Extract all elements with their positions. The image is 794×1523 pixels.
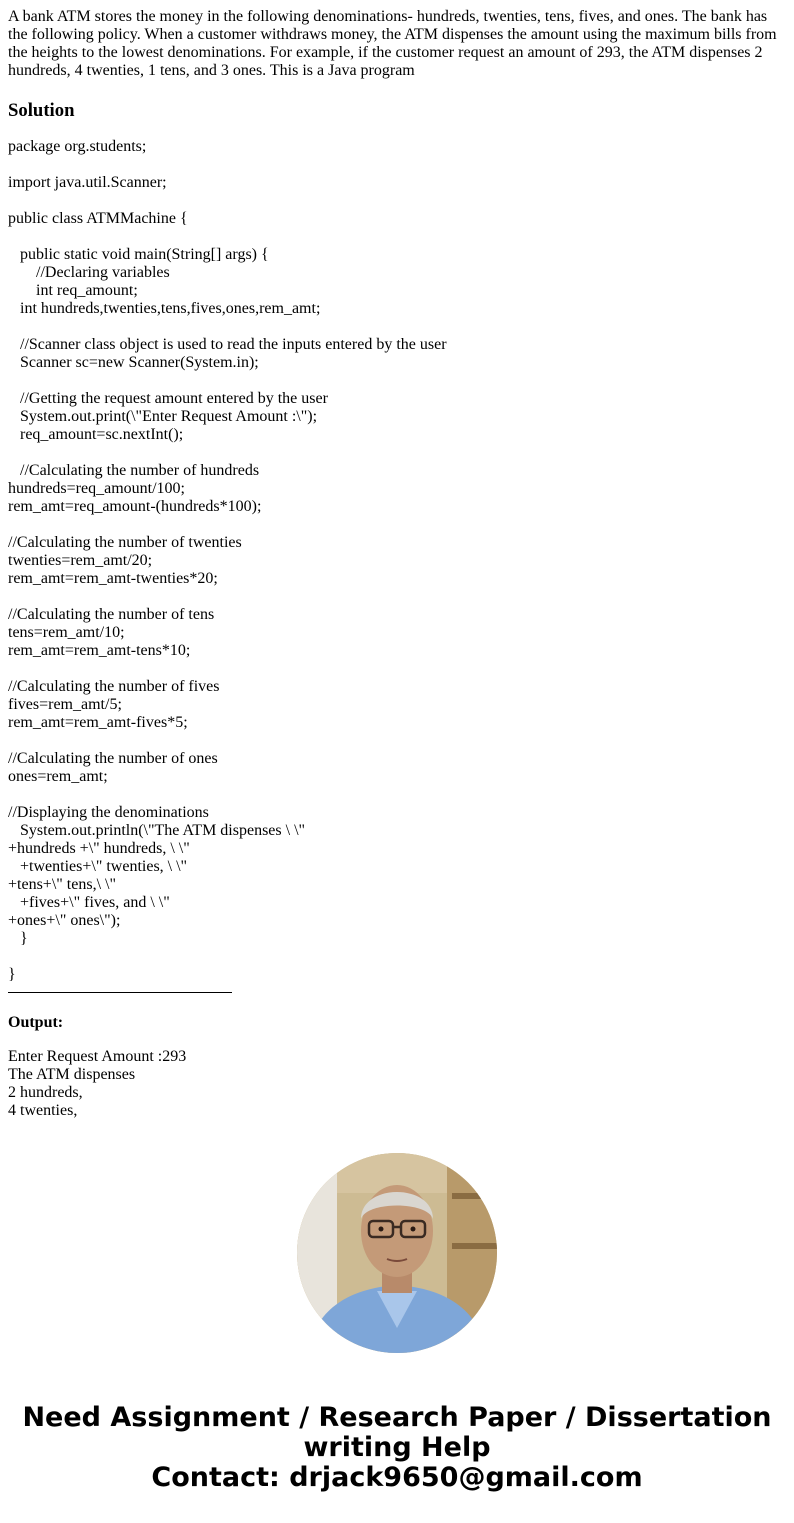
code-line — [8, 444, 786, 462]
code-block — [8, 138, 786, 984]
code-line: ones=rem_amt; — [8, 768, 108, 785]
promo-line-1: Need Assignment / Research Paper / Dissertation — [22, 1402, 772, 1433]
code-line: //Declaring variables — [8, 264, 170, 281]
code-line: } — [8, 966, 16, 983]
output-line: Enter Request Amount :293 — [8, 1048, 187, 1065]
promo-line-2: writing Help — [303, 1432, 491, 1463]
code-line — [8, 372, 786, 390]
code-line: public static void main(String[] args) { — [8, 246, 269, 263]
question-text: A bank ATM stores the money in the following denominations- hundreds, twenties, tens, fives, and ones. The bank has the following policy. When a customer withdraws money, the ATM dispenses the amount using the maximum bills from the heights to the lowest denominations. For example, if the customer request an amount of 293, the ATM dispenses 2 hundreds, 4 twenties, 1 tens, and 3 ones. This is a Java program — [8, 8, 777, 79]
code-line: rem_amt=rem_amt-fives*5; — [8, 714, 188, 731]
code-line — [8, 948, 786, 966]
code-line: System.out.println(\"The ATM dispenses \ \" — [8, 822, 306, 839]
code-line — [8, 192, 786, 210]
code-line: package org.students; — [8, 138, 147, 155]
solution-heading: Solution — [8, 100, 75, 121]
code-line — [8, 228, 786, 246]
code-line: //Calculating the number of hundreds — [8, 462, 260, 479]
code-line: int req_amount; — [8, 282, 138, 299]
horizontal-rule — [8, 992, 232, 993]
code-line: tens=rem_amt/10; — [8, 624, 125, 641]
code-line: int hundreds,twenties,tens,fives,ones,rem_amt; — [8, 300, 321, 317]
code-line: req_amount=sc.nextInt(); — [8, 426, 184, 443]
code-line: //Calculating the number of fives — [8, 678, 220, 695]
code-line — [8, 156, 786, 174]
output-label: Output: — [8, 1014, 64, 1031]
output-line: The ATM dispenses — [8, 1066, 136, 1083]
code-line: Scanner sc=new Scanner(System.in); — [8, 354, 259, 371]
code-line: rem_amt=req_amount-(hundreds*100); — [8, 498, 262, 515]
code-line: +tens+\" tens,\ \" — [8, 876, 116, 893]
code-line: //Calculating the number of twenties — [8, 534, 242, 551]
code-line: +fives+\" fives, and \ \" — [8, 894, 170, 911]
code-line: +hundreds +\" hundreds, \ \" — [8, 840, 190, 857]
code-line: public class ATMMachine { — [8, 210, 188, 227]
code-line: rem_amt=rem_amt-twenties*20; — [8, 570, 218, 587]
code-line — [8, 660, 786, 678]
code-line: +twenties+\" twenties, \ \" — [8, 858, 188, 875]
code-line: //Calculating the number of ones — [8, 750, 218, 767]
code-line — [8, 516, 786, 534]
code-line — [8, 786, 786, 804]
output-line: 4 twenties, — [8, 1102, 78, 1119]
author-avatar — [297, 1153, 497, 1353]
code-line: //Calculating the number of tens — [8, 606, 215, 623]
promo-contact: Contact: drjack9650@gmail.com — [151, 1462, 643, 1493]
code-line: //Getting the request amount entered by the user — [8, 390, 328, 407]
output-line: 2 hundreds, — [8, 1084, 83, 1101]
code-line: import java.util.Scanner; — [8, 174, 167, 191]
code-line: +ones+\" ones\"); — [8, 912, 121, 929]
code-line: fives=rem_amt/5; — [8, 696, 122, 713]
code-line — [8, 732, 786, 750]
code-line: //Scanner class object is used to read the inputs entered by the user — [8, 336, 447, 353]
code-line — [8, 318, 786, 336]
code-line: hundreds=req_amount/100; — [8, 480, 185, 497]
person-photo-icon — [297, 1153, 497, 1353]
code-line: rem_amt=rem_amt-tens*10; — [8, 642, 191, 659]
code-line: //Displaying the denominations — [8, 804, 209, 821]
code-line: System.out.print(\"Enter Request Amount :\"); — [8, 408, 318, 425]
promo-banner — [0, 1403, 794, 1493]
output-block — [8, 1048, 786, 1120]
code-line — [8, 588, 786, 606]
code-line: } — [8, 930, 28, 947]
code-line: twenties=rem_amt/20; — [8, 552, 153, 569]
